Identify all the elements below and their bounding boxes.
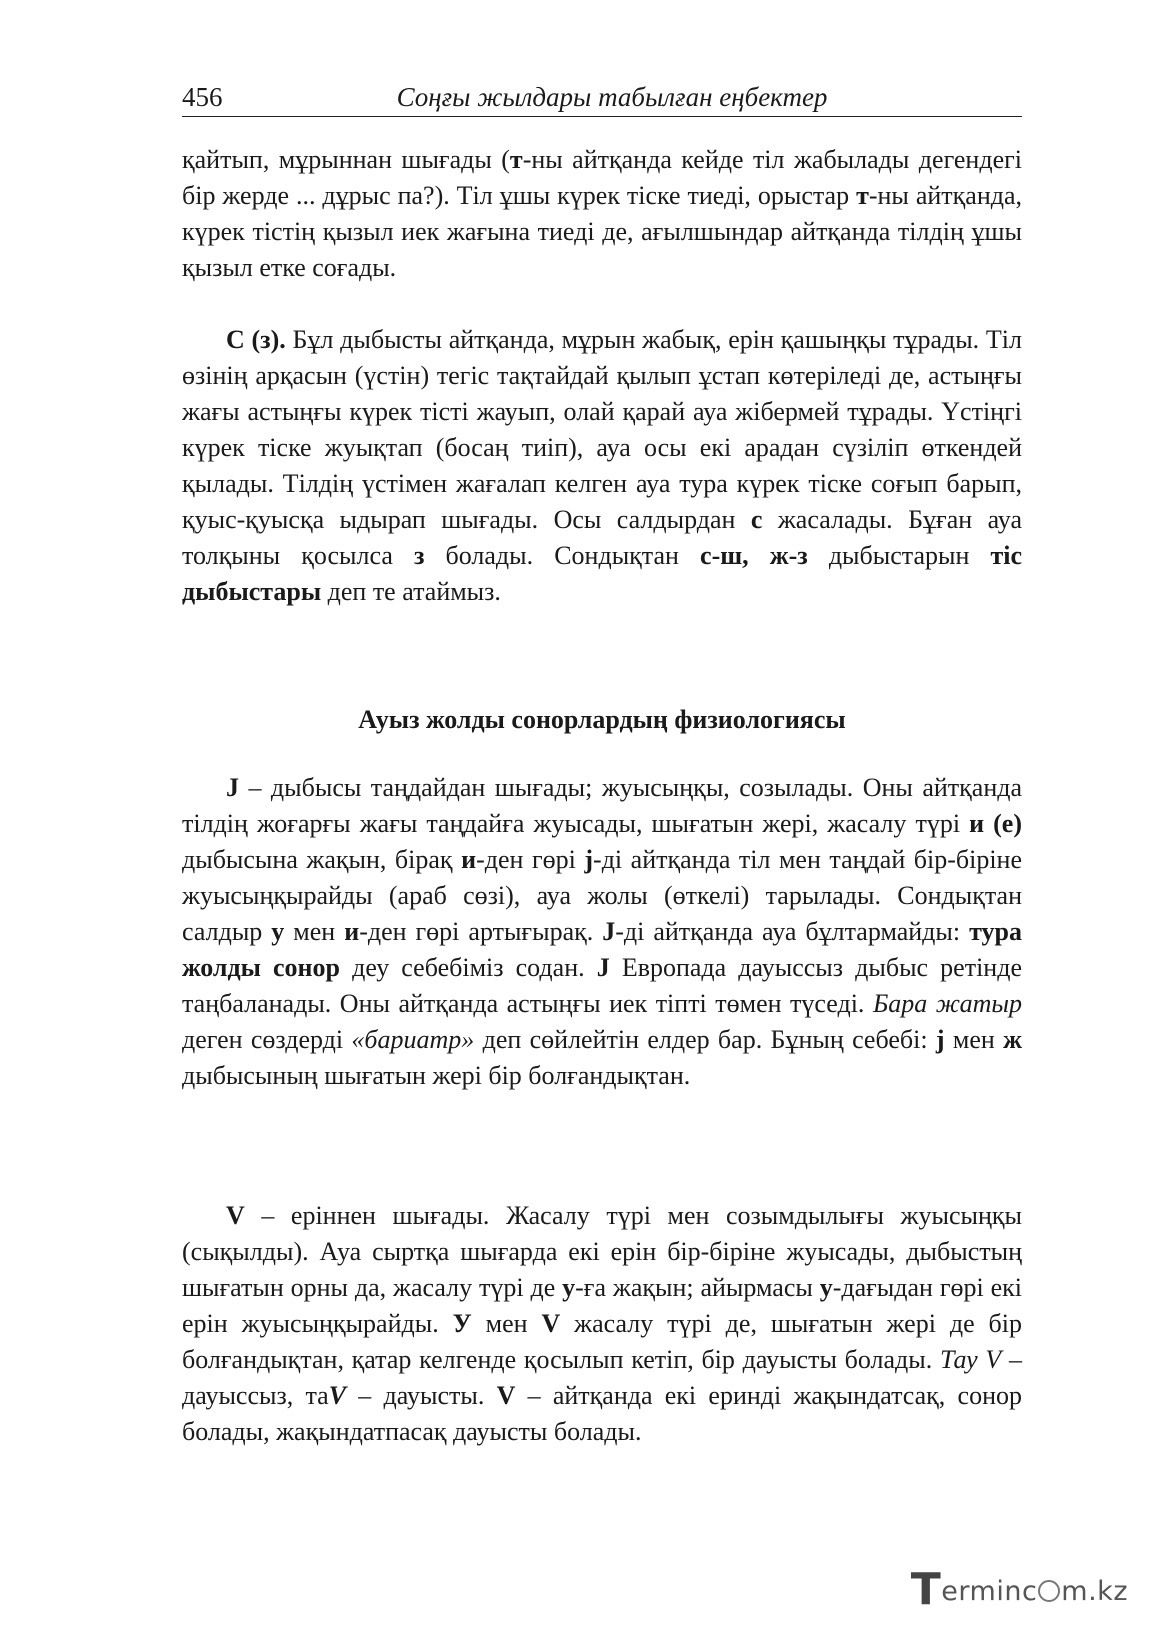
- bold-term: V: [541, 1309, 561, 1338]
- paragraph-v-sound: [182, 1198, 1022, 1450]
- termincom-watermark: [911, 1564, 1128, 1615]
- paragraph-continuation: [182, 142, 1022, 286]
- text-run: -ден гөрі: [476, 845, 585, 874]
- watermark-circle-icon: [1038, 1580, 1060, 1602]
- page-number: 456: [182, 82, 223, 112]
- bold-term: т: [856, 181, 869, 210]
- paragraph-s-z-sound: [182, 322, 1022, 610]
- italic-phrase: Тау V: [939, 1345, 1002, 1374]
- text-run: мен: [471, 1309, 542, 1338]
- text-run: деп те атаймыз.: [321, 577, 501, 606]
- watermark-text-end: m.kz: [1061, 1576, 1128, 1607]
- text-run: қайтып, мұрыннан шығады (: [182, 145, 510, 174]
- text-run: – айтқанда екі еринді жақындатсақ, сонор болады, жақындатпасақ дауысты болады.: [182, 1381, 1022, 1446]
- bold-term: с-ш, ж-з: [700, 541, 808, 570]
- bold-term: у: [562, 1273, 576, 1302]
- text-run: – дауысты.: [346, 1381, 497, 1410]
- bold-term: J: [602, 917, 616, 946]
- bold-term: J: [596, 953, 610, 982]
- text-run: деген сөздерді: [182, 1025, 352, 1054]
- text-run: деу себебіміз содан.: [339, 953, 597, 982]
- text-run: Европада дауыссыз дыбыс ретінде таңбаланады. Оны айтқанда астыңғы иек тіпті төмен түседі.: [182, 953, 1022, 1018]
- text-run: Бұл дыбысты айтқанда, мұрын жабық, ерін қашыңқы тұрады. Тіл өзінің арқасын (үстін) тегіс тақтайдай қылып ұстап көтеріледі де, астыңғы жағы астыңғы күрек тісті жауып, олай қарай ауа жібермей тұрады. Үстіңгі күрек тіске жуықтап (босаң тиіп), ауа осы екі арадан сүзіліп өткендей қылады. Тілдің үстімен жағалап келген ауа тура күрек тіске соғып барып, қуыс-қуысқа ыдырап шығады. Осы салдырдан: [182, 325, 1023, 534]
- bold-term: т: [509, 145, 523, 174]
- watermark-letter-t: T: [910, 1564, 942, 1615]
- italic-phrase: «бариатр»: [351, 1025, 475, 1054]
- text-run: – дауыссыз, та: [182, 1345, 1022, 1410]
- bold-term: С (з).: [226, 325, 286, 354]
- bold-term: у: [819, 1273, 833, 1302]
- page-header: [182, 82, 1022, 117]
- paragraph-j-sound: [182, 770, 1022, 1094]
- bold-term: j: [935, 1025, 945, 1054]
- text-run: -ді айтқанда тіл мен таңдай бір-біріне жуысыңқырайды (араб сөзі), ауа жолы (өткелі) тарылады. Сондықтан салдыр: [182, 845, 1023, 946]
- italic-phrase: Бара жатыр: [872, 989, 1023, 1018]
- text-run: болады. Сондықтан: [424, 541, 701, 570]
- bold-term: V: [496, 1381, 516, 1410]
- text-run: деп сөйлейтін елдер бар. Бұның себебі:: [474, 1025, 936, 1054]
- bold-term: и: [344, 917, 360, 946]
- bold-term: тура жолды сонор: [182, 917, 1022, 982]
- watermark-text-start: erminc: [941, 1576, 1038, 1607]
- bold-term: V: [226, 1201, 245, 1230]
- text-run: -ден гөрі артығырақ.: [359, 917, 603, 946]
- text-run: -ны айтқанда кейде тіл жабылады дегендегі бір жерде ... дұрыс па?). Тіл ұшы күрек тіске тиеді, орыстар: [182, 145, 1023, 210]
- bold-term: ж: [1003, 1025, 1022, 1054]
- text-run: мен: [284, 917, 345, 946]
- bold-term: и: [461, 845, 477, 874]
- text-run: – дыбысы таңдайдан шығады; жуысыңқы, созылады. Оны айтқанда тілдің жоғарғы жағы таңдайға жуысады, шығатын жері, жасалу түрі: [182, 773, 1022, 838]
- running-title: Соңғы жылдары табылған еңбектер: [396, 82, 828, 112]
- section-heading: Ауыз жолды сонорлардың физиологиясы: [358, 705, 846, 734]
- text-run: жасалу түрі де, шығатын жері де бір болғандықтан, қатар келгенде қосылып кетіп, бір дауысты болады.: [182, 1309, 1022, 1374]
- bold-term: У: [452, 1309, 472, 1338]
- text-run: – еріннен шығады. Жасалу түрі мен созымдылығы жуысыңқы (сықылды). Ауа сыртқа шығарда екі ерін бір-біріне жуысады, дыбыстың шығатын орны да, жасалу түрі де: [182, 1201, 1022, 1302]
- text-run: -ны айтқанда, күрек тістің қызыл иек жағына тиеді де, ағылшындар айтқанда тілдің ұшы қызыл етке соғады.: [182, 181, 1023, 282]
- text-run: жасалады. Бұған ауа толқыны қосылса: [182, 505, 1023, 570]
- bold-term: и (е): [969, 809, 1023, 838]
- bold-term: тіс дыбыстары: [182, 541, 1022, 606]
- text-run: -ді айтқанда ауа бұлтармайды:: [615, 917, 970, 946]
- text-run: дыбысының шығатын жері бір болғандықтан.: [182, 1061, 691, 1090]
- text-run: мен: [944, 1025, 1004, 1054]
- bold-term: V: [328, 1381, 347, 1410]
- bold-term: у: [271, 917, 285, 946]
- bold-term: з: [413, 541, 425, 570]
- bold-term: с: [750, 505, 763, 534]
- text-run: дыбыстарын: [807, 541, 991, 570]
- text-run: -ға жақын; айырмасы: [575, 1273, 820, 1302]
- bold-term: j: [584, 845, 594, 874]
- bold-term: J: [226, 773, 239, 802]
- text-run: дыбысына жақын, бірақ: [182, 845, 462, 874]
- text-run: -дағыдан гөрі екі ерін жуысыңқырайды.: [182, 1273, 1022, 1338]
